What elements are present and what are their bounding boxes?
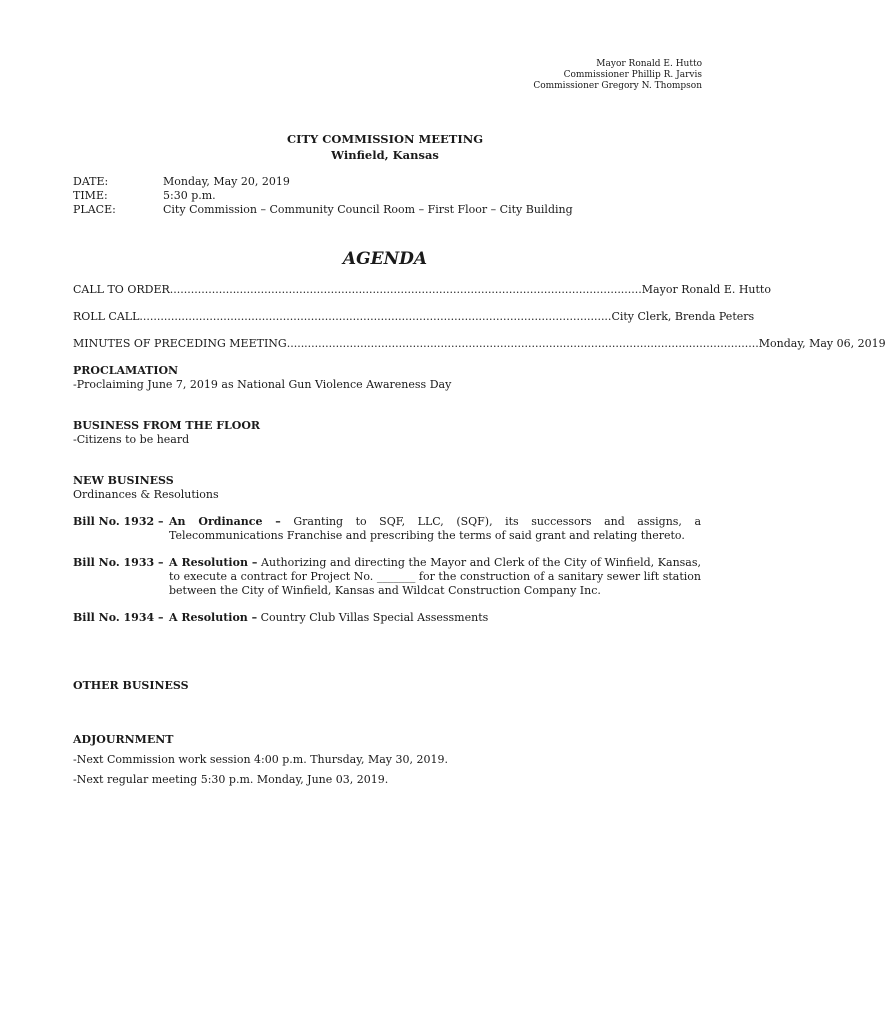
bill-1933-type: A Resolution –	[169, 556, 258, 569]
official-commissioner-jarvis: Commissioner Phillip R. Jarvis	[563, 70, 702, 80]
minutes-item	[73, 337, 886, 350]
adjournment-item: -Next regular meeting 5:30 p.m. Monday, June 03, 2019.	[73, 773, 389, 786]
bill-1934-line1: A Resolution – Country Club Villas Special Assessments	[169, 611, 489, 624]
leader-dots: .......................................................................................................................................	[169, 283, 642, 296]
bill-1933-line2: to execute a contract for Project No. _______ for the construction of a sanitary sewer lift station	[169, 570, 701, 583]
bill-1932-line2: Telecommunications Franchise and prescribing the terms of said grant and relating thereto.	[169, 529, 685, 542]
bill-1932-body	[169, 515, 701, 543]
place-label: PLACE:	[73, 203, 116, 216]
call-to-order-item	[73, 283, 771, 296]
bill-1932-type: An Ordinance –	[169, 515, 281, 528]
bill-1933-body	[169, 556, 701, 598]
new-business-subheading: Ordinances & Resolutions	[73, 488, 219, 501]
proclamation-heading: PROCLAMATION	[73, 364, 179, 377]
roll-call-value: City Clerk, Brenda Peters	[611, 310, 755, 323]
leader-dots: .......................................................................................................................................	[286, 337, 759, 350]
roll-call-label: ROLL CALL	[73, 310, 140, 323]
call-to-order-value: Mayor Ronald E. Hutto	[641, 283, 771, 296]
bill-1932-label: Bill No. 1932 –	[73, 515, 164, 528]
meeting-location: Winfield, Kansas	[331, 148, 439, 162]
business-floor-heading: BUSINESS FROM THE FLOOR	[73, 419, 261, 432]
leader-dots: .......................................................................................................................................	[139, 310, 612, 323]
bill-1933-line3: between the City of Winfield, Kansas and Wildcat Construction Company Inc.	[169, 584, 601, 597]
bill-1933-line1: A Resolution – Authorizing and directing the Mayor and Clerk of the City of Winfield, Kansas,	[169, 556, 701, 569]
roll-call-item	[73, 310, 755, 323]
bill-1934-body	[169, 611, 701, 625]
meeting-title: CITY COMMISSION MEETING	[286, 132, 484, 146]
place-value: City Commission – Community Council Room – First Floor – City Building	[163, 203, 573, 216]
new-business-heading: NEW BUSINESS	[73, 474, 174, 487]
adjournment-item: -Next Commission work session 4:00 p.m. Thursday, May 30, 2019.	[73, 753, 448, 766]
bill-1932-line1: An Ordinance – Granting to SQF, LLC, (SQF), its successors and assigns, a	[169, 515, 702, 528]
minutes-label: MINUTES OF PRECEDING MEETING	[73, 337, 287, 350]
bill-1934-label: Bill No. 1934 –	[73, 611, 164, 624]
date-value: Monday, May 20, 2019	[163, 175, 290, 188]
agenda-heading: AGENDA	[342, 249, 428, 269]
bill-1933-label: Bill No. 1933 –	[73, 556, 164, 569]
date-label: DATE:	[73, 175, 109, 188]
proclamation-text: -Proclaiming June 7, 2019 as National Gun Violence Awareness Day	[73, 378, 452, 391]
official-mayor: Mayor Ronald E. Hutto	[596, 59, 702, 69]
bill-1934-type: A Resolution –	[169, 611, 258, 624]
official-commissioner-thompson: Commissioner Gregory N. Thompson	[533, 81, 702, 91]
time-value: 5:30 p.m.	[163, 189, 216, 202]
adjournment-heading: ADJOURNMENT	[73, 733, 174, 746]
time-label: TIME:	[73, 189, 108, 202]
call-to-order-label: CALL TO ORDER	[73, 283, 170, 296]
business-floor-text: -Citizens to be heard	[73, 433, 190, 446]
minutes-value: Monday, May 06, 2019	[758, 337, 886, 350]
other-business-heading: OTHER BUSINESS	[73, 679, 189, 692]
